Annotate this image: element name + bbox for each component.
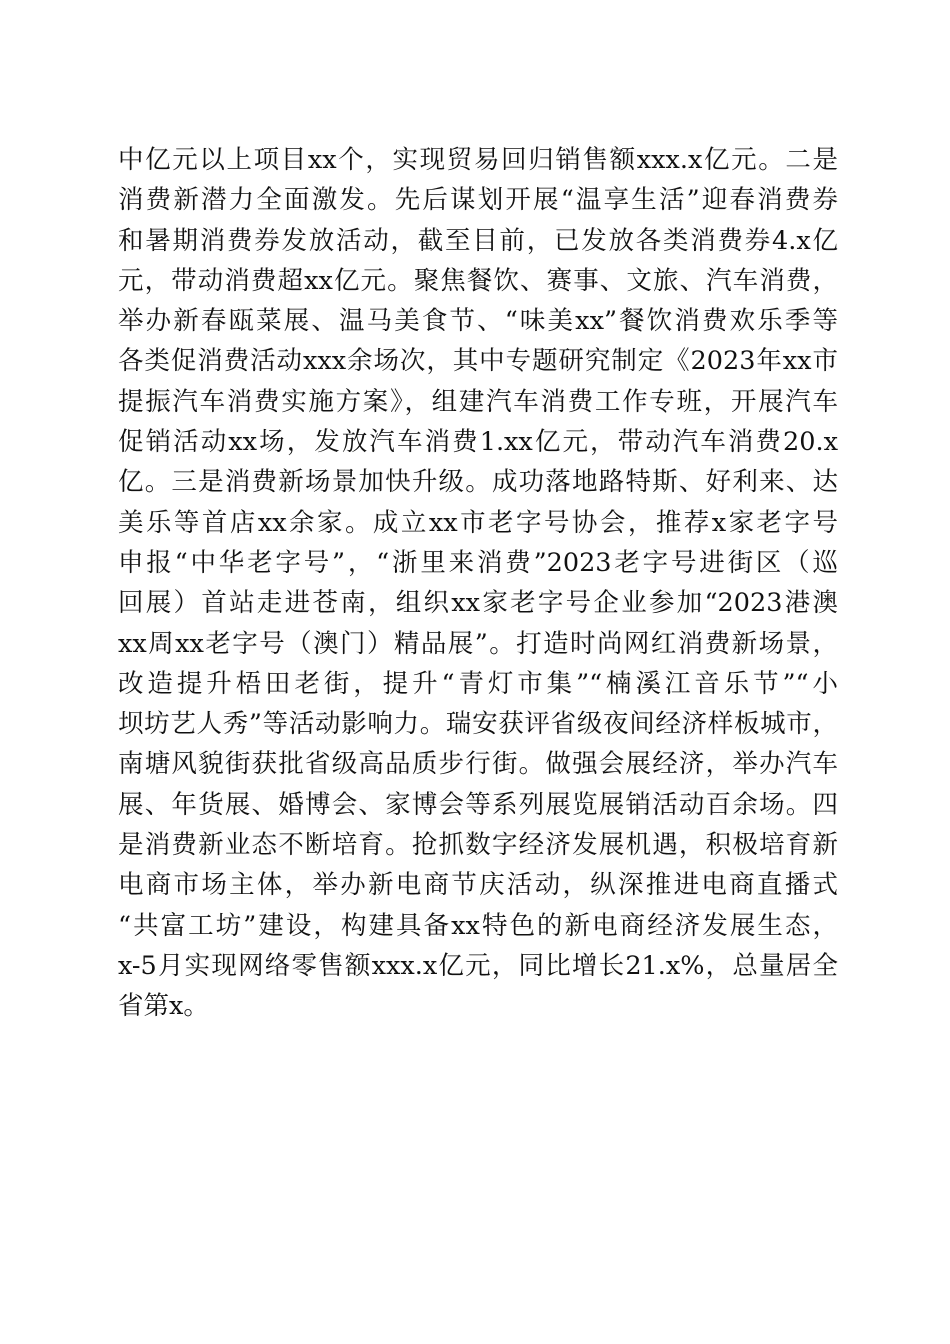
paragraph-line: 回展）首站走进苍南，组织xx家老字号企业参加“2023港澳 [118, 588, 838, 619]
paragraph-line: xx周xx老字号（澳门）精品展”。打造时尚网红消费新场景， [118, 628, 838, 659]
paragraph-line: 省第x。 [118, 991, 209, 1022]
paragraph-line: “共富工坊”建设，构建具备xx特色的新电商经济发展生态， [118, 910, 838, 941]
paragraph-line: 元，带动消费超xx亿元。聚焦餐饮、赛事、文旅、汽车消费， [118, 265, 838, 296]
paragraph-line: 亿。三是消费新场景加快升级。成功落地路特斯、好利来、达 [118, 467, 838, 498]
body-paragraph [118, 140, 838, 1027]
paragraph-line: x-5月实现网络零售额xxx.x亿元，同比增长21.x%，总量居全 [118, 950, 838, 981]
paragraph-line: 中亿元以上项目xx个，实现贸易回归销售额xxx.x亿元。二是 [118, 145, 838, 175]
paragraph-line: 消费新潜力全面激发。先后谋划开展“温享生活”迎春消费券 [118, 185, 838, 216]
paragraph-line: 和暑期消费券发放活动，截至目前，已发放各类消费券4.x亿 [118, 225, 838, 256]
paragraph-line: 南塘风貌街获批省级高品质步行街。做强会展经济，举办汽车 [118, 749, 838, 780]
paragraph-line: 是消费新业态不断培育。抢抓数字经济发展机遇，积极培育新 [118, 830, 838, 861]
paragraph-line: 坝坊艺人秀”等活动影响力。瑞安获评省级夜间经济样板城市， [118, 709, 838, 740]
paragraph-line: 展、年货展、婚博会、家博会等系列展览展销活动百余场。四 [118, 789, 838, 820]
paragraph-line: 促销活动xx场，发放汽车消费1.xx亿元，带动汽车消费20.x [118, 427, 838, 458]
paragraph-line: 举办新春瓯菜展、温马美食节、“味美xx”餐饮消费欢乐季等 [118, 306, 838, 337]
paragraph-line: 电商市场主体，举办新电商节庆活动，纵深推进电商直播式 [118, 870, 838, 901]
paragraph-line: 美乐等首店xx余家。成立xx市老字号协会，推荐x家老字号 [118, 507, 838, 538]
paragraph-line: 提振汽车消费实施方案》，组建汽车消费工作专班，开展汽车 [118, 386, 838, 417]
paragraph-line: 改造提升梧田老街，提升“青灯市集”“楠溪江音乐节”“小 [118, 668, 838, 699]
paragraph-line: 各类促消费活动xxx余场次，其中专题研究制定《2023年xx市 [118, 346, 838, 377]
paragraph-line: 申报“中华老字号”，“浙里来消费”2023老字号进街区（巡 [118, 547, 838, 578]
